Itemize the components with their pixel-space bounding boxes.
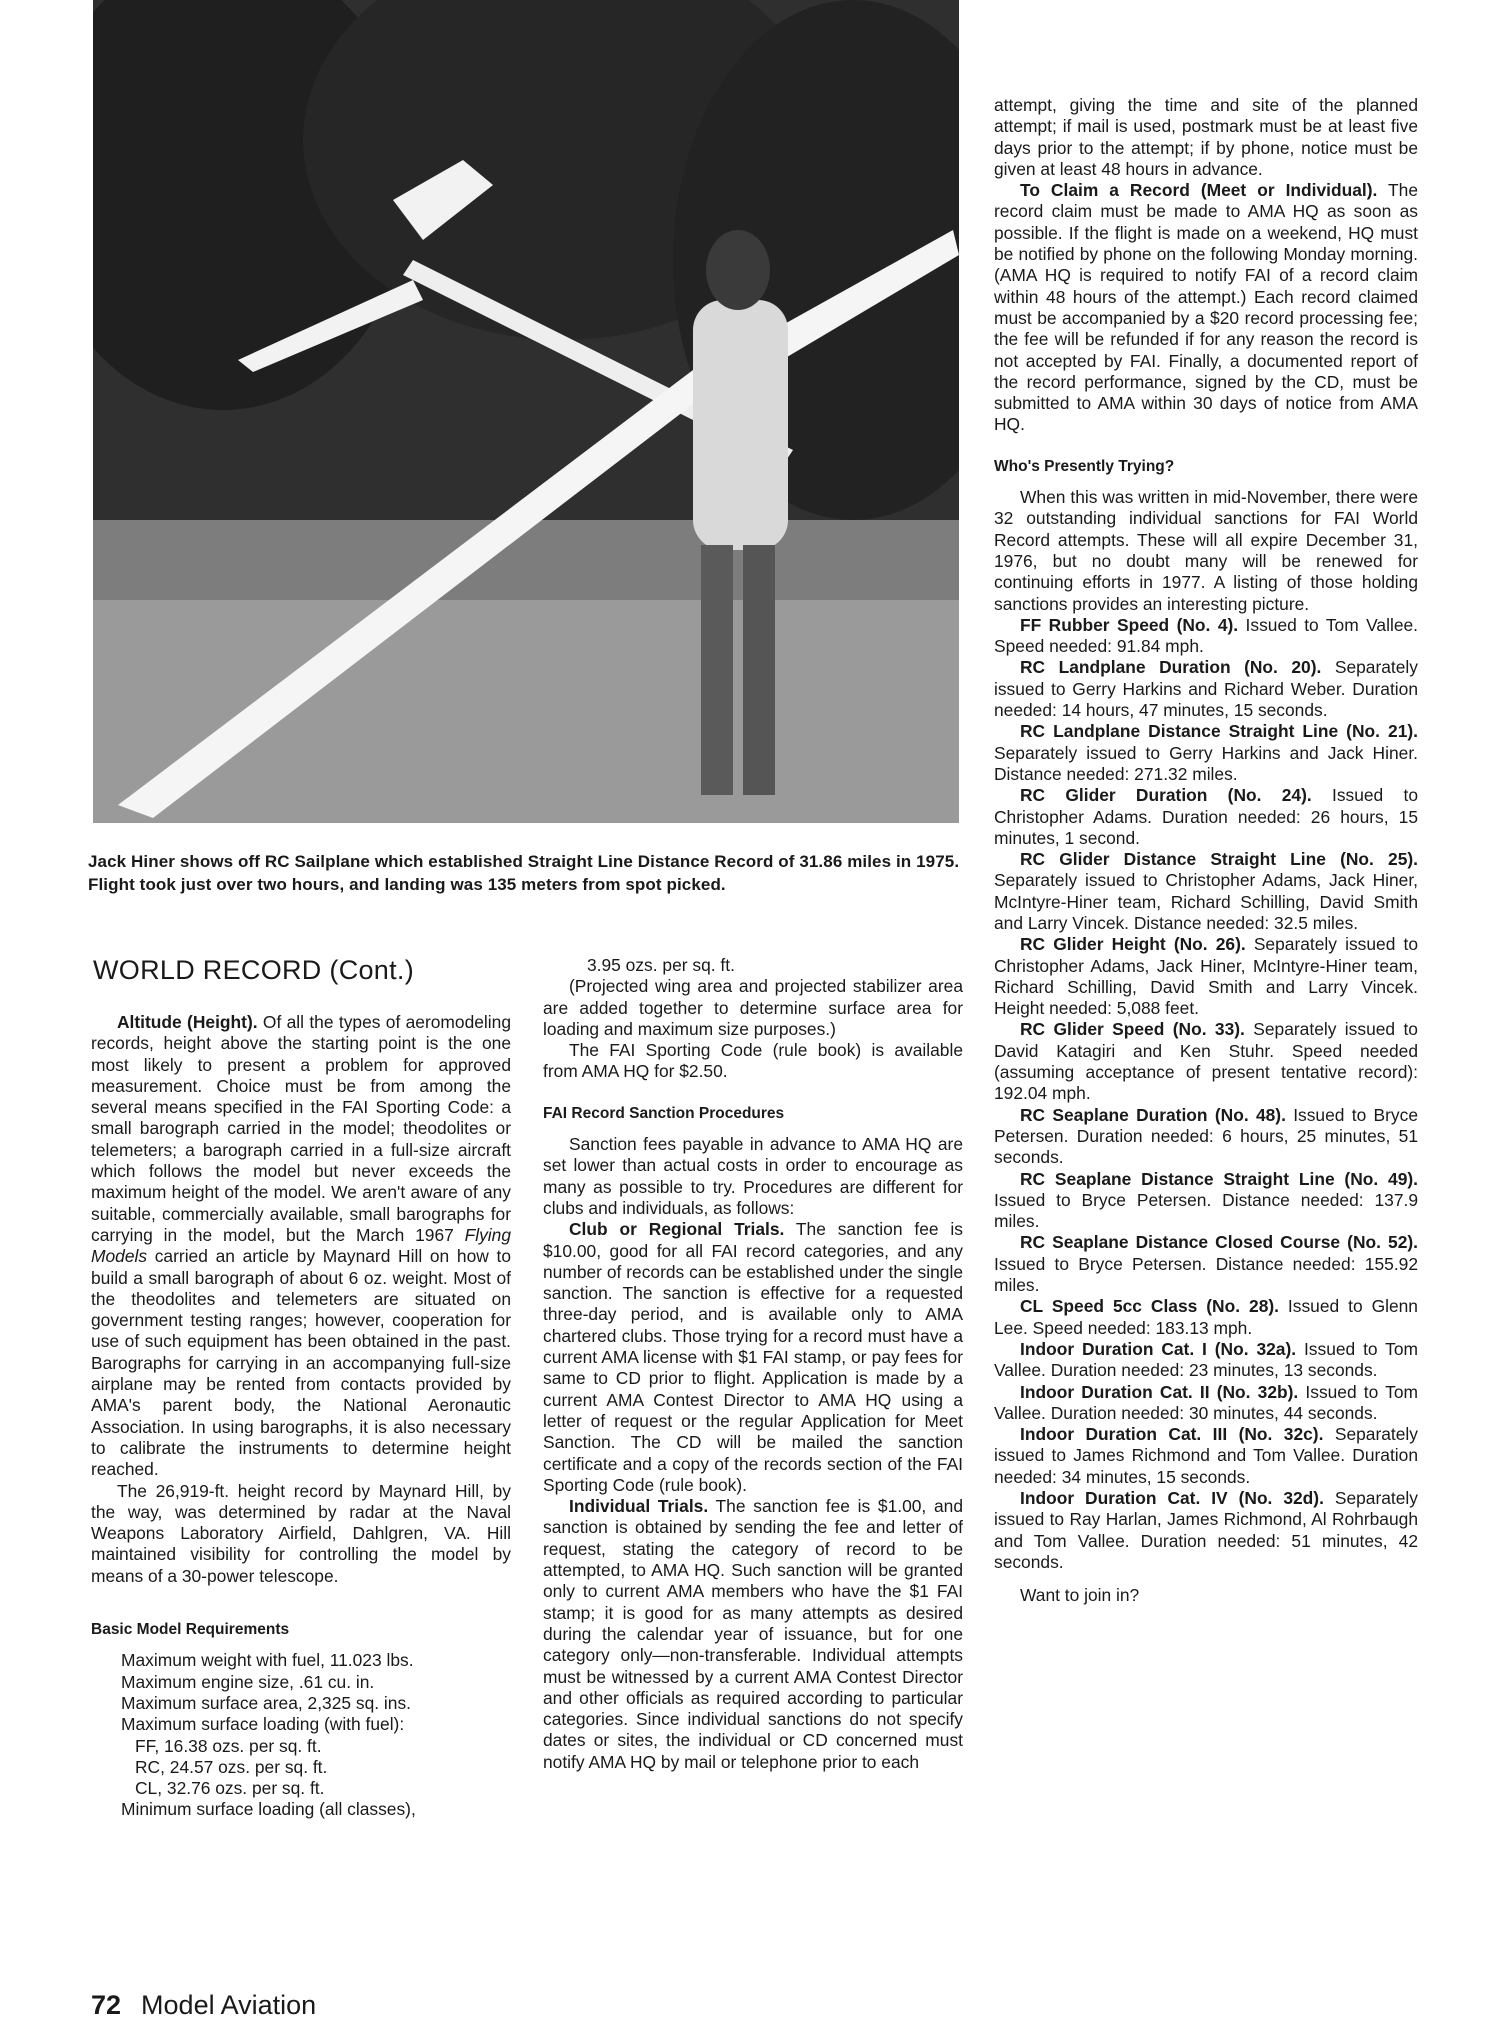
list-item: Maximum engine size, .61 cu. in. bbox=[121, 1671, 375, 1692]
lead-club-trials: Club or Regional Trials. bbox=[569, 1219, 785, 1240]
entry-text: Issued to Bryce Petersen. Duration needed: 6 hours, 25 minutes, 51 seconds. bbox=[994, 1104, 1418, 1168]
text-claim-record: The record claim must be made to AMA HQ as soon as possible. If the flight is made on a weekend, HQ must be notified by phone on the following Monday morning. (AMA HQ is required to notify FAI of a record claim within 48 hours of the attempt.) Each record claimed must be accompanied by a $20 record processing fee; the fee will be refunded if for any reason the record is not accepted by FAI. Finally, a documented report of the record performance, signed by the CD, must be submitted to AMA within 30 days of notice from AMA HQ. bbox=[994, 180, 1419, 435]
entry-text: Issued to Tom Vallee. Speed needed: 91.84 mph. bbox=[994, 614, 1418, 657]
paragraph-club-trials bbox=[543, 1219, 963, 1496]
list-item bbox=[994, 849, 1418, 934]
list-item bbox=[994, 615, 1418, 658]
column-3 bbox=[994, 95, 1418, 1606]
text-altitude-b: carried an article by Maynard Hill on how to build a small barograph of about 6 oz. weight. Most of the theodolites and telemeters are situated on government testing ranges; however, cooperation for use of such equipment has been obtained in the past. Barographs for carrying in an accompanying full-size airplane may be rented from contacts provided by AMA's parent body, the National Aeronautic Association. In using barographs, it is also necessary to calibrate the instruments to determine height reached. bbox=[91, 1246, 511, 1480]
list-item bbox=[994, 934, 1418, 1019]
sanction-list bbox=[994, 615, 1418, 1573]
list-item bbox=[994, 1339, 1418, 1382]
list-item bbox=[994, 721, 1418, 785]
list-item: Minimum surface loading (all classes), bbox=[121, 1799, 416, 1820]
sanction-procedures-heading: FAI Record Sanction Procedures bbox=[543, 1104, 785, 1122]
list-item bbox=[994, 1019, 1418, 1104]
lead-altitude: Altitude (Height). bbox=[117, 1012, 258, 1032]
paragraph-sporting-code: The FAI Sporting Code (rule book) is available from AMA HQ for $2.50. bbox=[543, 1040, 963, 1082]
list-item: Maximum surface loading (with fuel): bbox=[121, 1714, 405, 1735]
text-altitude-italic: Flying Models bbox=[91, 1224, 511, 1267]
entry-text: Separately issued to Christopher Adams, Jack Hiner, McIntyre-Hiner team, Richard Schilling, David Smith and Larry Vincek. Distance needed: 32.5 miles. bbox=[994, 870, 1418, 933]
paragraph-altitude bbox=[91, 1012, 511, 1481]
list-item bbox=[994, 1296, 1418, 1339]
paragraph-height-record: The 26,919-ft. height record by Maynard Hill, by the way, was determined by radar at the Naval Weapons Laboratory Airfield, Dahlgren, VA. Hill maintained visibility for controlling the model by means of a 30-power telescope. bbox=[91, 1480, 511, 1586]
list-item bbox=[994, 1488, 1418, 1573]
paragraph-individual-trials bbox=[543, 1496, 963, 1773]
list-item bbox=[994, 1105, 1418, 1169]
entry-lead: RC Glider Height (No. 26). bbox=[1020, 934, 1246, 955]
list-item: FF, 16.38 ozs. per sq. ft. bbox=[135, 1735, 322, 1756]
paragraph-closing: Want to join in? bbox=[1020, 1585, 1140, 1606]
list-item bbox=[994, 657, 1418, 721]
basic-requirements-heading: Basic Model Requirements bbox=[91, 1621, 290, 1639]
page-footer bbox=[91, 1990, 316, 2021]
entry-lead: RC Glider Speed (No. 33). bbox=[1020, 1019, 1245, 1040]
page-number: 72 bbox=[91, 1990, 122, 2020]
entry-lead: RC Seaplane Distance Straight Line (No. 49). bbox=[1020, 1168, 1418, 1189]
paragraph-sanction-fees: Sanction fees payable in advance to AMA HQ are set lower than actual costs in order to encourage as many as possible to try. Procedures are different for clubs and individuals, as follows: bbox=[543, 1134, 963, 1218]
list-item bbox=[994, 1424, 1418, 1488]
list-item: RC, 24.57 ozs. per sq. ft. bbox=[135, 1756, 328, 1777]
entry-lead: RC Glider Distance Straight Line (No. 25). bbox=[1020, 849, 1418, 870]
list-item: CL, 32.76 ozs. per sq. ft. bbox=[135, 1778, 325, 1799]
entry-text: Separately issued to Ray Harlan, James Richmond, Al Rohrbaugh and Tom Vallee. Duration needed: 51 minutes, 42 seconds. bbox=[994, 1488, 1418, 1572]
list-item bbox=[994, 785, 1418, 849]
text-individual-trials: The sanction fee is $1.00, and sanction is obtained by sending the fee and letter of request, stating the category of record to be attempted, to AMA HQ. Such sanction will be granted only to current AMA members who have the $1 FAI stamp; it is good for as many attempts as desired during the calendar year of issuance, but for one category only—non-transferable. Individual attempts must be witnessed by a current AMA Contest Director and other officials as required according to particular categories. Since individual sanctions do not specify dates or sites, the individual or CD concerned must notify AMA HQ by mail or telephone prior to each bbox=[543, 1496, 963, 1772]
entry-lead: RC Glider Duration (No. 24). bbox=[1020, 785, 1312, 806]
column-2 bbox=[543, 955, 963, 1773]
text-altitude-a: Of all the types of aeromodeling records, height above the starting point is the one most likely to present a problem for approved measurement. Choice must be from among the several means specified in the FAI Sporting Code: a small barograph carried in the model; theodolites or telemeters; a barograph carried in a full-size aircraft which follows the model but never exceeds the maximum height of the model. We aren't aware of any suitable, commercially available, small barographs for carrying in the model, but the March 1967 bbox=[91, 1012, 511, 1245]
entry-lead: RC Landplane Distance Straight Line (No. 21). bbox=[1020, 721, 1418, 742]
photo-caption: Jack Hiner shows off RC Sailplane which established Straight Line Distance Record of 31.86 miles in 1975. Flight took just over two hours, and landing was 135 meters from spot picked. bbox=[88, 852, 960, 894]
list-item bbox=[994, 1382, 1418, 1425]
magazine-name: Model Aviation bbox=[141, 1990, 317, 2020]
paragraph-claim-record bbox=[994, 180, 1418, 436]
sailplane-photo-graphic bbox=[93, 0, 959, 823]
entry-text: Issued to Christopher Adams. Duration needed: 26 hours, 15 minutes, 1 second. bbox=[994, 785, 1418, 848]
entry-lead: CL Speed 5cc Class (No. 28). bbox=[1020, 1296, 1279, 1317]
article-heading: WORLD RECORD (Cont.) bbox=[93, 955, 415, 985]
entry-lead: Indoor Duration Cat. III (No. 32c). bbox=[1020, 1424, 1324, 1445]
lead-individual-trials: Individual Trials. bbox=[569, 1496, 709, 1517]
list-item bbox=[994, 1232, 1418, 1296]
list-item bbox=[994, 1169, 1418, 1233]
entry-text: Issued to Tom Vallee. Duration needed: 30 minutes, 44 seconds. bbox=[994, 1381, 1419, 1423]
requirements-list bbox=[121, 1650, 511, 1820]
list-item: Maximum surface area, 2,325 sq. ins. bbox=[121, 1692, 411, 1713]
text-club-trials: The sanction fee is $10.00, good for all FAI record categories, and any number of records can be established under the single sanction. The sanction is effective for a requested three-day period, and is available only to AMA chartered clubs. Those trying for a record must have a current AMA license with $1 FAI stamp, or pay fees for same to CD prior to flight. Application is made by a current AMA Contest Director to AMA HQ using a letter of request or the regular Application for Meet Sanction. The CD will be mailed the sanction certificate and a copy of the records section of the FAI Sporting Code (rule book). bbox=[543, 1219, 963, 1495]
entry-lead: RC Seaplane Duration (No. 48). bbox=[1020, 1104, 1286, 1125]
entry-lead: Indoor Duration Cat. IV (No. 32d). bbox=[1020, 1488, 1324, 1508]
entry-lead: FF Rubber Speed (No. 4). bbox=[1020, 614, 1239, 635]
paragraph-sanctions-intro: When this was written in mid-November, there were 32 outstanding individual sanctions for FAI World Record attempts. These will all expire December 31, 1976, but no doubt many will be renewed for continuing efforts in 1977. A listing of those holding sanctions provides an interesting picture. bbox=[994, 487, 1418, 614]
article-photo bbox=[93, 0, 959, 823]
column-1 bbox=[91, 1012, 511, 1821]
entry-lead: RC Seaplane Distance Closed Course (No. 52). bbox=[1020, 1232, 1418, 1253]
entry-text: Separately issued to Gerry Harkins and Jack Hiner. Distance needed: 271.32 miles. bbox=[994, 742, 1418, 784]
entry-text: Separately issued to Gerry Harkins and Richard Weber. Duration needed: 14 hours, 47 minutes, 15 seconds. bbox=[994, 657, 1418, 721]
entry-lead: RC Landplane Duration (No. 20). bbox=[1020, 657, 1322, 678]
entry-text: Issued to Bryce Petersen. Distance needed: 137.9 miles. bbox=[994, 1189, 1418, 1232]
entry-text: Issued to Glenn Lee. Speed needed: 183.13 mph. bbox=[994, 1296, 1418, 1338]
who-trying-heading: Who's Presently Trying? bbox=[994, 457, 1175, 475]
list-item: Maximum weight with fuel, 11.023 lbs. bbox=[121, 1650, 414, 1671]
lead-claim-record: To Claim a Record (Meet or Individual). bbox=[1020, 180, 1378, 201]
entry-lead: Indoor Duration Cat. II (No. 32b). bbox=[1020, 1381, 1299, 1402]
entry-lead: Indoor Duration Cat. I (No. 32a). bbox=[1020, 1338, 1297, 1359]
entry-text: Separately issued to Christopher Adams, Jack Hiner, McIntyre-Hiner team, Richard Schilling, David Smith and Larry Vincek. Height needed: 5,088 feet. bbox=[994, 934, 1418, 1019]
paragraph-attempt-continued: attempt, giving the time and site of the planned attempt; if mail is used, postmark must be at least five days prior to the attempt; if by phone, notice must be given at least 48 hours in advance. bbox=[994, 95, 1418, 179]
paragraph-projected-area: (Projected wing area and projected stabilizer area are added together to determine surface area for loading and maximum size purposes.) bbox=[543, 976, 963, 1039]
entry-text: Issued to Tom Vallee. Duration needed: 23 minutes, 13 seconds. bbox=[994, 1338, 1418, 1381]
entry-text: Issued to Bryce Petersen. Distance needed: 155.92 miles. bbox=[994, 1253, 1418, 1296]
entry-text: Separately issued to James Richmond and Tom Vallee. Duration needed: 34 minutes, 15 seconds. bbox=[994, 1424, 1418, 1487]
list-item-continued: 3.95 ozs. per sq. ft. bbox=[587, 955, 735, 975]
entry-text: Separately issued to David Katagiri and Ken Stuhr. Speed needed (assuming acceptance of present tentative record): 192.04 mph. bbox=[994, 1019, 1418, 1104]
